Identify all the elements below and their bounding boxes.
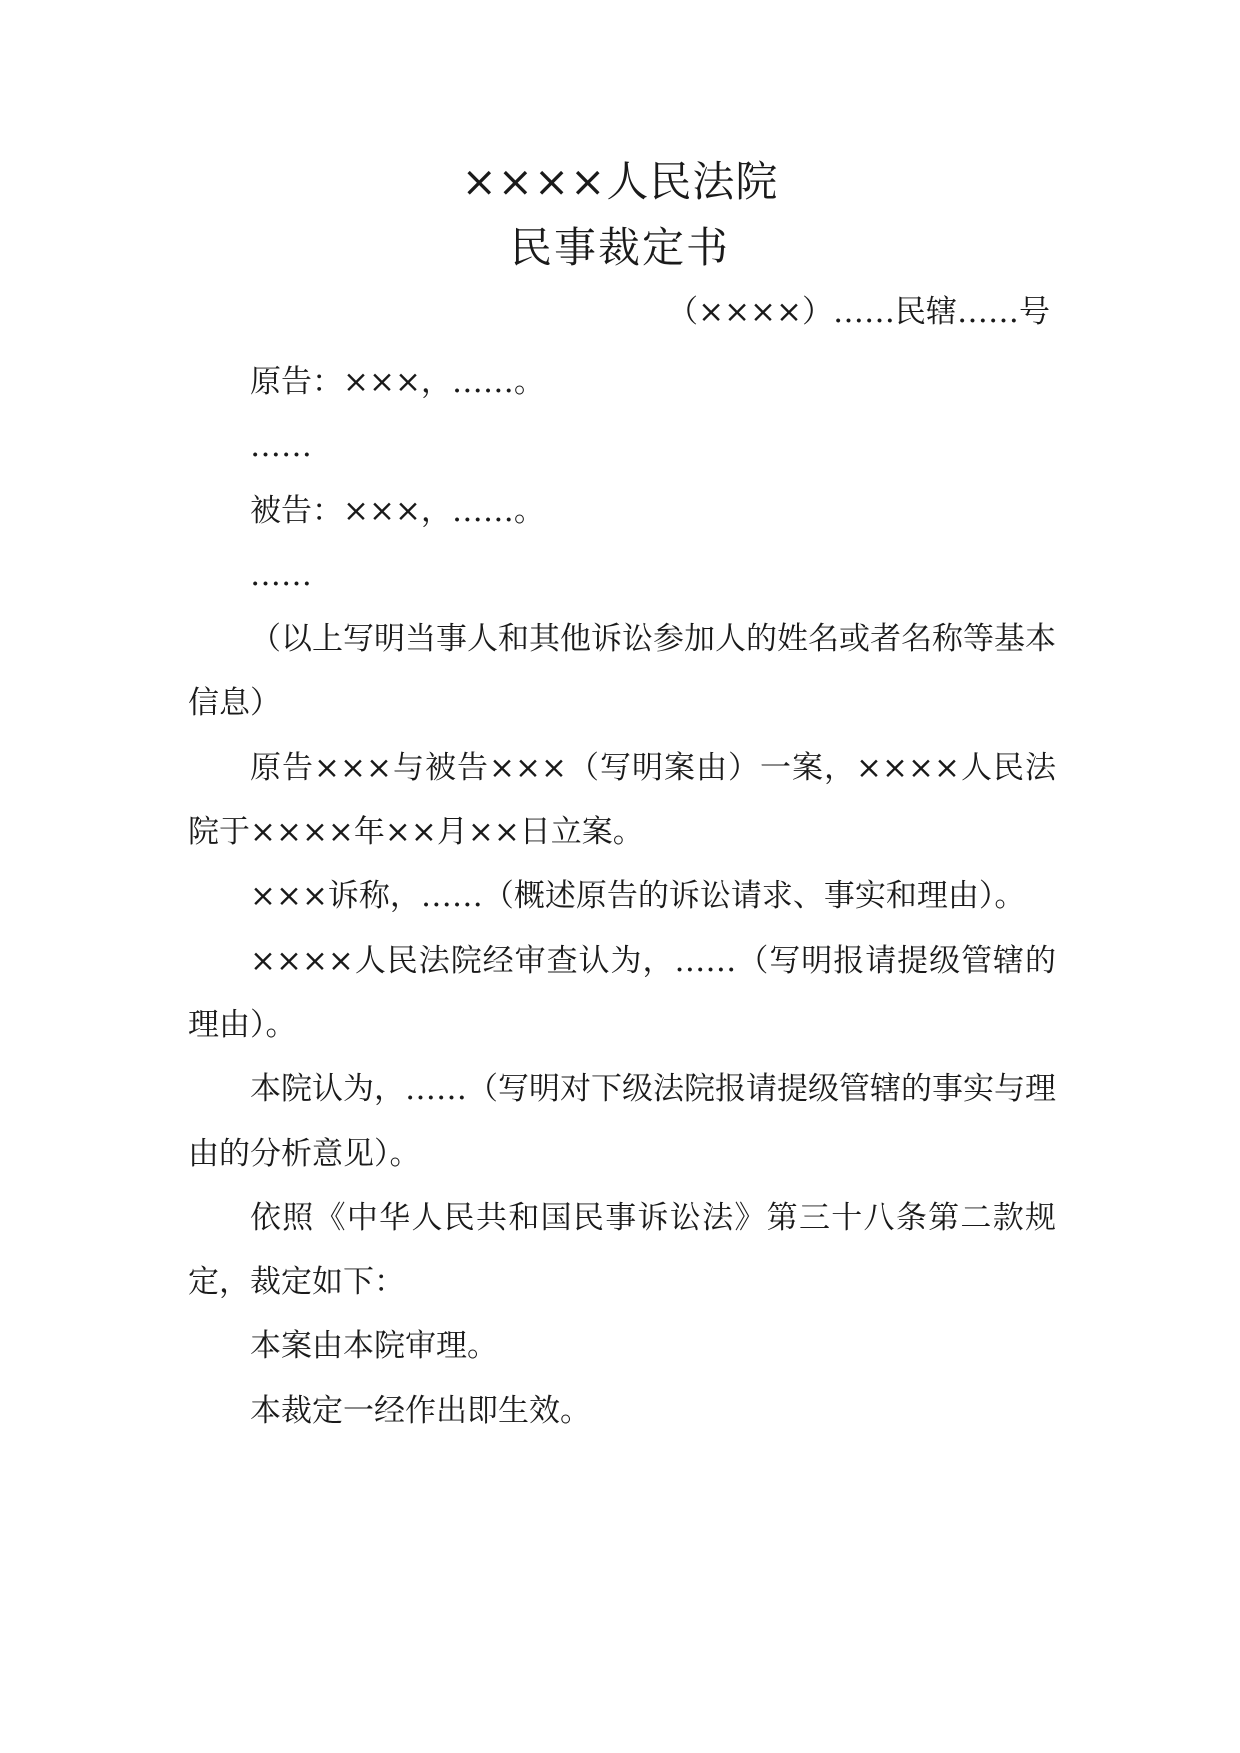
case-filing-paragraph: 原告×××与被告×××（写明案由）一案，××××人民法院于××××年××月××日立案。 bbox=[188, 749, 1056, 851]
court-opinion-paragraph: 本院认为，……（写明对下级法院报请提级管辖的事实与理由的分析意见）。 bbox=[188, 1071, 1056, 1172]
case-number: （××××）……民辖……号 bbox=[667, 294, 1050, 330]
ruling-paragraph: 本案由本院审理。 bbox=[250, 1328, 498, 1365]
defendant-line: 被告：×××，……。 bbox=[250, 492, 545, 529]
document-body bbox=[188, 350, 1056, 1443]
ellipsis-line: …… bbox=[250, 428, 312, 465]
plaintiff-line: 原告：×××，……。 bbox=[250, 364, 545, 400]
court-name-heading: ××××人民法院 bbox=[461, 157, 779, 206]
party-info-note: （以上写明当事人和其他诉讼参加人的姓名或者名称等基本信息） bbox=[188, 621, 1056, 722]
document-type-heading: 民事裁定书 bbox=[509, 223, 730, 272]
lower-court-review-paragraph: ××××人民法院经审查认为，……（写明报请提级管辖的理由）。 bbox=[188, 942, 1056, 1043]
ellipsis-line: …… bbox=[250, 556, 312, 593]
effectiveness-paragraph: 本裁定一经作出即生效。 bbox=[250, 1392, 591, 1429]
plaintiff-claims-paragraph: ×××诉称，……（概述原告的诉讼请求、事实和理由）。 bbox=[250, 878, 1026, 915]
legal-basis-paragraph: 依照《中华人民共和国民事诉讼法》第三十八条第二款规定，裁定如下： bbox=[188, 1199, 1056, 1301]
